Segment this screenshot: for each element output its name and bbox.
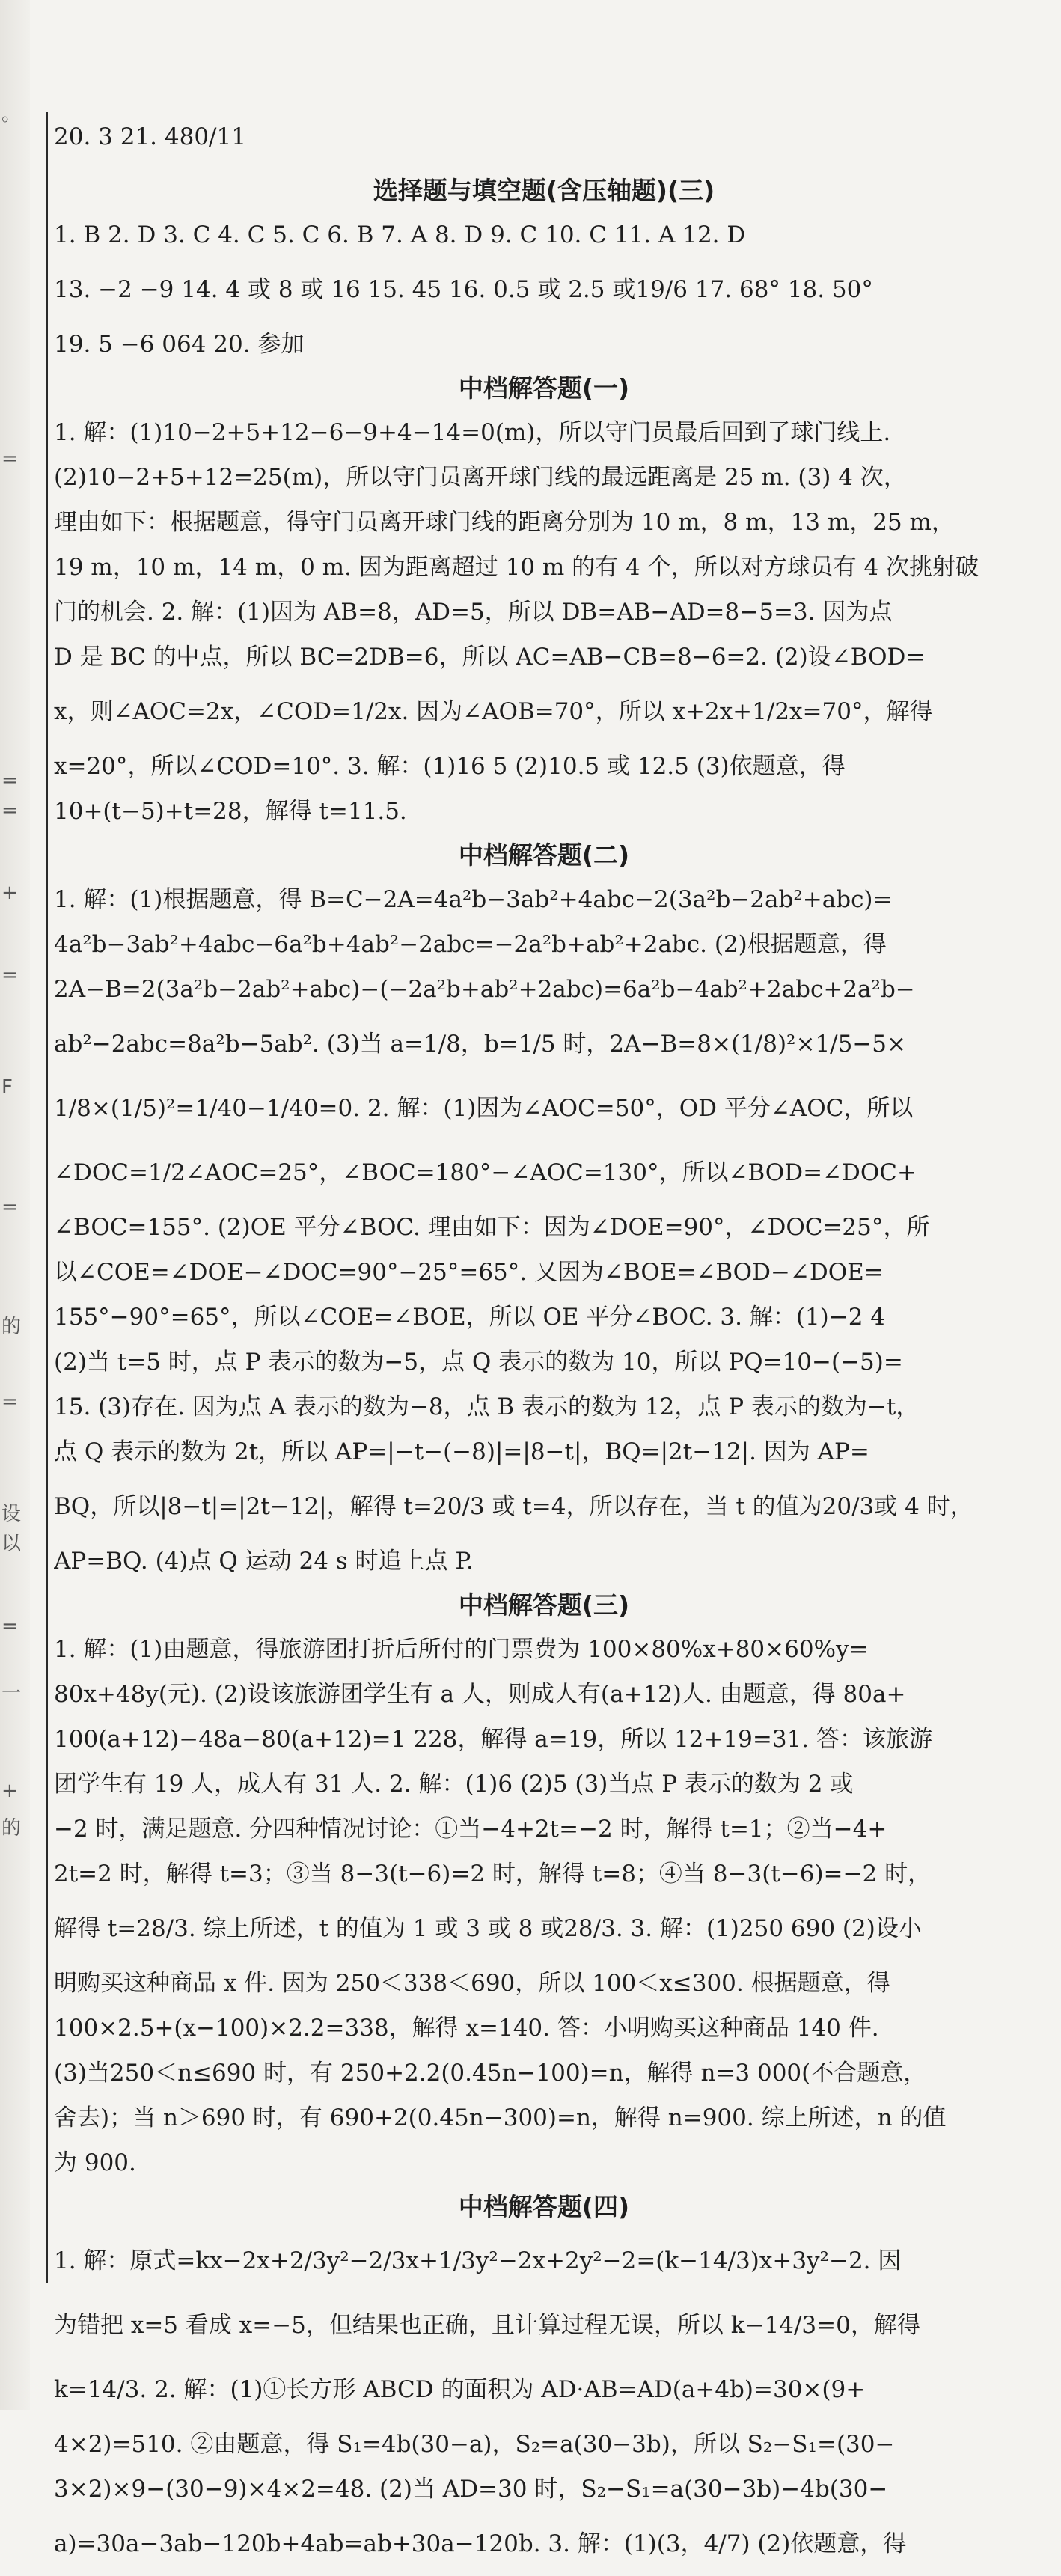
margin-char: = [1,799,18,822]
margin-char: + [1,882,18,904]
answer-line: 2A−B=2(3a²b−2ab²+abc)−(−2a²b+ab²+2abc)=6a²b−4ab²+2abc+2a²b− [54,976,915,1003]
answer-line: 80x+48y(元). (2)设该旅游团学生有 a 人，则成人有(a+12)人. 由题意，得 80a+ [54,1681,906,1708]
margin-char: 设 [1,1503,22,1525]
answer-line: 20. 3 21. 480/11 [54,123,246,150]
answer-line: 理由如下：根据题意，得守门员离开球门线的距离分别为 10 m，8 m，13 m，25 m， [54,509,955,536]
answer-line: 舍去)；当 n＞690 时，有 690+2(0.45n−300)=n，解得 n=900. 综上所述，n 的值 [54,2105,947,2131]
margin-char: 的 [1,1316,22,1338]
answer-column [54,105,1034,2576]
answer-line: 19 m，10 m，14 m，0 m. 因为距离超过 10 m 的有 4 个，所以对方球员有 4 次挑射破 [54,554,979,581]
answer-line: 1. B 2. D 3. C 4. C 5. C 6. B 7. A 8. D 9. C 10. C 11. A 12. D [54,222,746,248]
answer-line: 1. 解：原式=kx−2x+2/3y²−2/3x+1/3y²−2x+2y²−2=(k−14/3)x+3y²−2. 因 [54,2247,902,2274]
answer-line: −2 时，满足题意. 分四种情况讨论：①当−4+2t=−2 时，解得 t=1；②当−4+ [54,1816,887,1843]
answer-line: ∠DOC=1/2∠AOC=25°，∠BOC=180°−∠AOC=130°，所以∠BOD=∠DOC+ [54,1159,917,1186]
answer-line: 明购买这种商品 x 件. 因为 250＜338＜690，所以 100＜x≤300. 根据题意，得 [54,1970,890,1997]
margin-char: = [1,964,18,986]
margin-char: = [1,1615,18,1638]
answer-line: ab²−2abc=8a²b−5ab². (3)当 a=1/8，b=1/5 时，2A−B=8×(1/8)²×1/5−5× [54,1031,907,1057]
answer-line: k=14/3. 2. 解：(1)①长方形 ABCD 的面积为 AD·AB=AD(a+4b)=30×(9+ [54,2376,866,2403]
margin-char: = [1,769,18,792]
margin-char: = [1,1196,18,1218]
answer-line: 点 Q 表示的数为 2t，所以 AP=|−t−(−8)|=|8−t|，BQ=|2t−12|. 因为 AP= [54,1438,869,1465]
answer-line: 门的机会. 2. 解：(1)因为 AB=8，AD=5，所以 DB=AB−AD=8−5=3. 因为点 [54,599,893,626]
answer-line: 13. −2 −9 14. 4 或 8 或 16 15. 45 16. 0.5 或 2.5 或19/6 17. 68° 18. 50° [54,276,873,303]
column-rule [46,112,48,2283]
answer-line: a)=30a−3ab−120b+4ab=ab+30a−120b. 3. 解：(1)(3，4/7) (2)依题意，得 [54,2530,907,2557]
answer-line: 4a²b−3ab²+4abc−6a²b+4ab²−2abc=−2a²b+ab²+2abc. (2)根据题意，得 [54,931,887,958]
answer-line: 团学生有 19 人，成人有 31 人. 2. 解：(1)6 (2)5 (3)当点 P 表示的数为 2 或 [54,1771,854,1798]
section-title: 中档解答题(一) [458,373,630,403]
answer-line: 100(a+12)−48a−80(a+12)=1 228，解得 a=19，所以 12+19=31. 答：该旅游 [54,1726,933,1753]
answer-line: 1. 解：(1)由题意，得旅游团打折后所付的门票费为 100×80%x+80×60%y= [54,1636,869,1663]
answer-line: BQ，所以|8−t|=|2t−12|，解得 t=20/3 或 t=4，所以存在，当 t 的值为20/3或 4 时， [54,1493,973,1520]
answer-line: 1/8×(1/5)²=1/40−1/40=0. 2. 解：(1)因为∠AOC=50°，OD 平分∠AOC，所以 [54,1095,914,1122]
answer-line: 1. 解：(1)10−2+5+12−6−9+4−14=0(m)，所以守门员最后回到了球门线上. [54,419,891,446]
margin-char: = [1,1391,18,1413]
answer-line: D 是 BC 的中点，所以 BC=2DB=6，所以 AC=AB−CB=8−6=2. (2)设∠BOD= [54,644,926,671]
margin-char: 以 [1,1533,22,1555]
answer-line: x，则∠AOC=2x，∠COD=1/2x. 因为∠AOB=70°，所以 x+2x+1/2x=70°，解得 [54,698,933,725]
answer-line: ∠BOC=155°. (2)OE 平分∠BOC. 理由如下：因为∠DOE=90°，∠DOC=25°，所 [54,1214,930,1241]
margin-char: 一 [1,1682,22,1705]
answer-line: 2t=2 时，解得 t=3；③当 8−3(t−6)=2 时，解得 t=8；④当 8−3(t−6)=−2 时， [54,1861,932,1887]
answer-line: 1. 解：(1)根据题意，得 B=C−2A=4a²b−3ab²+4abc−2(3a²b−2ab²+abc)= [54,886,893,913]
answer-line: (3)当250＜n≤690 时，有 250+2.2(0.45n−100)=n，解得 n=3 000(不合题意， [54,2060,927,2087]
answer-line: 155°−90°=65°，所以∠COE=∠BOE，所以 OE 平分∠BOC. 3. 解：(1)−2 4 [54,1304,886,1331]
section-title: 中档解答题(四) [458,2192,630,2221]
answer-line: AP=BQ. (4)点 Q 运动 24 s 时追上点 P. [54,1548,474,1575]
answer-line: 10+(t−5)+t=28，解得 t=11.5. [54,798,407,825]
margin-char: F [1,1076,13,1099]
answer-line: 为 900. [54,2149,136,2176]
answer-line: (2)当 t=5 时，点 P 表示的数为−5，点 Q 表示的数为 10，所以 PQ=10−(−5)= [54,1349,903,1376]
answer-line: 解得 t=28/3. 综上所述，t 的值为 1 或 3 或 8 或28/3. 3. 解：(1)250 690 (2)设小 [54,1915,922,1942]
answer-line: 15. (3)存在. 因为点 A 表示的数为−8，点 B 表示的数为 12，点 P 表示的数为−t， [54,1394,920,1420]
margin-char: 。 [1,103,22,126]
answer-line: 100×2.5+(x−100)×2.2=338，解得 x=140. 答：小明购买这种商品 140 件. [54,2015,879,2042]
answer-line: 3×2)×9−(30−9)×4×2=48. (2)当 AD=30 时，S₂−S₁=a(30−3b)−4b(30− [54,2476,888,2503]
answer-line: x=20°，所以∠COD=10°. 3. 解：(1)16 5 (2)10.5 或 12.5 (3)依题意，得 [54,753,846,780]
section-title: 中档解答题(三) [458,1590,630,1620]
answer-line: 19. 5 −6 064 20. 参加 [54,331,305,358]
answer-line: 为错把 x=5 看成 x=−5，但结果也正确，且计算过程无误，所以 k−14/3=0，解得 [54,2312,920,2339]
margin-char: + [1,1780,18,1802]
margin-char: = [1,448,18,470]
answer-line: 4×2)=510. ②由题意，得 S₁=4b(30−a)，S₂=a(30−3b)，所以 S₂−S₁=(30− [54,2431,895,2458]
answer-line: (2)10−2+5+12=25(m)，所以守门员离开球门线的最远距离是 25 m. (3) 4 次， [54,464,907,491]
section-title: 选择题与填空题(含压轴题)(三) [373,176,715,205]
answer-line: 以∠COE=∠DOE−∠DOC=90°−25°=65°. 又因为∠BOE=∠BOD−∠DOE= [54,1259,884,1286]
section-title: 中档解答题(二) [458,840,630,870]
margin-char: 的 [1,1817,22,1840]
